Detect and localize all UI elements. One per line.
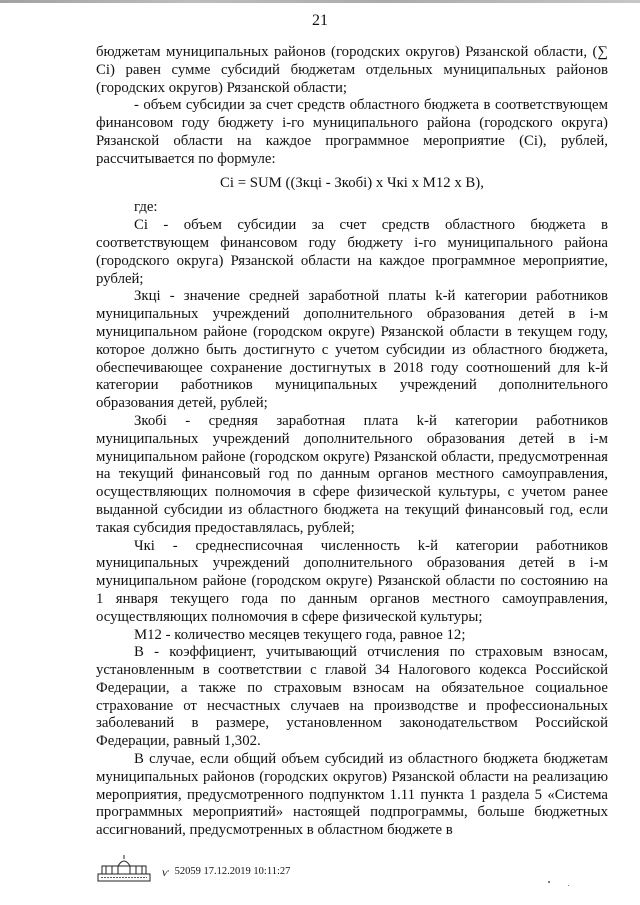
paragraph-continuation: бюджетам муниципальных районов (городских округов) Рязанской области, (∑ Ci) равен сумме субсидий бюджетам отдельных муниципальных районов (городских округов) Рязанской области;	[96, 44, 608, 96]
document-body	[96, 44, 608, 840]
scan-speck	[548, 881, 550, 883]
building-seal-icon	[96, 854, 152, 882]
definition-ci: Ci - объем субсидии за счет средств областного бюджета в соответствующем финансовом году бюджету i-го муниципального района (городского округа) Рязанской области на каждое программное мероприятие, рублей;	[96, 217, 608, 287]
definition-zkci: Зкці - значение средней заработной платы k-й категории работников муниципальных учреждений дополнительного образования детей в i-м муниципальном районе (городском округе) Рязанской области в текущем году, которое должно быть достигнуто с учетом субсидии из областного бюджета, обеспечивающее сохранение достигнутых в 2018 году соотношений для k-й категории работников муниципальных учреждений дополнительного образования детей, рублей;	[96, 288, 608, 412]
scan-top-edge	[0, 0, 640, 3]
paragraph-case: В случае, если общий объем субсидий из областного бюджета бюджетам муниципальных районов (городских округов) Рязанской области на реализацию мероприятия, предусмотренного подпунктом 1.11 пункта 1 раздела 5 «Система программных мероприятий» настоящей подпрограммы, больше бюджетных ассигнований, предусмотренных в областном бюджете в	[96, 751, 608, 839]
scan-speck	[568, 885, 569, 886]
page-number: 21	[312, 12, 328, 29]
paragraph-subsidy-volume: - объем субсидии за счет средств областного бюджета в соответствующем финансовом году бюджету i-го муниципального района (городского округа) Рязанской области на каждое программное мероприятие (Ci), рублей, рассчитывается по формуле:	[96, 97, 608, 167]
document-stamp	[162, 866, 290, 878]
footer	[96, 852, 396, 882]
paragraph-where: где:	[134, 199, 158, 216]
formula: Ci = SUM ((Зкці - Зкобі) х Чкі х М12 х В),	[220, 174, 484, 191]
stamp-mark: ѵ	[162, 865, 169, 879]
stamp-text: 52059 17.12.2019 10:11:27	[174, 866, 291, 877]
definition-b: В - коэффициент, учитывающий отчисления по страховым взносам, установленным в соответствии с главой 34 Налогового кодекса Российской Федерации, а также по страховым взносам на обязательное социальное страхование от несчастных случаев на производстве и профессиональных заболеваний в размере, установленном законодательством Российской Федерации, равный 1,302.	[96, 644, 608, 750]
definition-m12: М12 - количество месяцев текущего года, равное 12;	[134, 626, 466, 643]
definition-zkobi: Зкобі - средняя заработная плата k-й категории работников муниципальных учреждений дополнительного образования детей в i-м муниципальном районе (городском округе) Рязанской области, предусмотренная на текущий финансовый год по данным органов местного самоуправления, осуществляющих полномочия в сфере физической культуры, с учетом ранее выданной субсидии из областного бюджета на текущий финансовый год, если такая субсидия предоставлялась, рублей;	[96, 412, 608, 536]
definition-chki: Чкі - среднесписочная численность k-й категории работников муниципальных учреждений дополнительного образования детей в i-м муниципальном районе (городском округе) Рязанской области по состоянию на 1 января текущего года по данным органов местного самоуправления, осуществляющих полномочия в сфере физической культуры;	[96, 537, 608, 625]
